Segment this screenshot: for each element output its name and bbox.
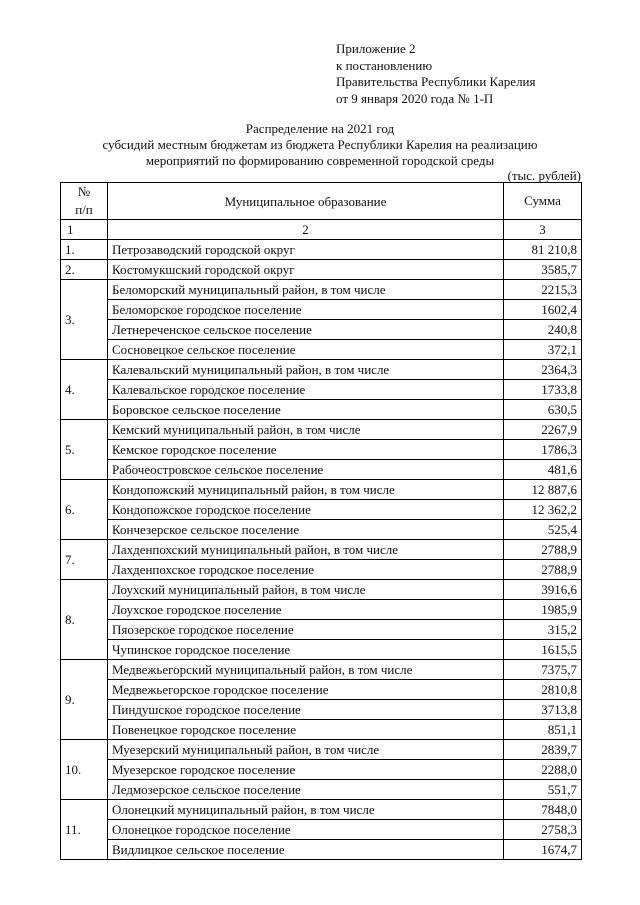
table-row bbox=[61, 560, 582, 580]
municipality-name: Кондопожское городское поселение bbox=[108, 500, 504, 520]
appendix-line: к постановлению bbox=[336, 57, 433, 73]
municipality-name: Лахденпохский муниципальный район, в том числе bbox=[108, 540, 504, 560]
municipality-name: Кемский муниципальный район, в том числе bbox=[108, 420, 504, 440]
subsidy-amount: 1602,4 bbox=[504, 300, 582, 320]
table-row bbox=[61, 360, 582, 380]
table-row bbox=[61, 820, 582, 840]
municipality-name: Кемское городское поселение bbox=[108, 440, 504, 460]
subsidy-amount: 1786,3 bbox=[504, 440, 582, 460]
title-line: субсидий местным бюджетам из бюджета Республики Карелия на реализацию bbox=[102, 137, 538, 152]
index-cell: 1 bbox=[61, 220, 108, 240]
subsidy-amount: 81 210,8 bbox=[504, 240, 582, 260]
subsidy-amount: 7375,7 bbox=[504, 660, 582, 680]
row-number: 8. bbox=[61, 580, 108, 660]
table-row bbox=[61, 400, 582, 420]
table-row bbox=[61, 320, 582, 340]
municipality-name: Видлицкое сельское поселение bbox=[108, 840, 504, 860]
subsidy-amount: 2839,7 bbox=[504, 740, 582, 760]
municipality-name: Беломорское городское поселение bbox=[108, 300, 504, 320]
index-cell: 2 bbox=[108, 220, 504, 240]
appendix-line: Приложение 2 bbox=[336, 41, 416, 56]
row-number: 11. bbox=[61, 800, 108, 860]
row-number: 9. bbox=[61, 660, 108, 740]
subsidy-amount: 7848,0 bbox=[504, 800, 582, 820]
table-row bbox=[61, 380, 582, 400]
municipality-name: Калевальское городское поселение bbox=[108, 380, 504, 400]
table-row bbox=[61, 260, 582, 280]
table-row bbox=[61, 240, 582, 260]
table-row bbox=[61, 700, 582, 720]
subsidy-amount: 1733,8 bbox=[504, 380, 582, 400]
table-row bbox=[61, 580, 582, 600]
appendix-line: Правительства Республики Карелия bbox=[336, 74, 536, 89]
header-num: № п/п bbox=[61, 183, 108, 220]
subsidy-amount: 3713,8 bbox=[504, 700, 582, 720]
municipality-name: Лахденпохское городское поселение bbox=[108, 560, 504, 580]
municipality-name: Летнереченское сельское поселение bbox=[108, 320, 504, 340]
row-number: 10. bbox=[61, 740, 108, 800]
row-number: 2. bbox=[61, 260, 108, 280]
municipality-name: Сосновецкое сельское поселение bbox=[108, 340, 504, 360]
unit-label: (тыс. рублей) bbox=[507, 168, 581, 183]
municipality-name: Повенецкое городское поселение bbox=[108, 720, 504, 740]
subsidy-amount: 3916,6 bbox=[504, 580, 582, 600]
table-row bbox=[61, 780, 582, 800]
subsidy-amount: 3585,7 bbox=[504, 260, 582, 280]
table-row bbox=[61, 720, 582, 740]
municipality-name: Олонецкое городское поселение bbox=[108, 820, 504, 840]
table-row bbox=[61, 460, 582, 480]
title-line: Распределение на 2021 год bbox=[245, 121, 395, 136]
row-number: 1. bbox=[61, 240, 108, 260]
subsidy-amount: 2215,3 bbox=[504, 280, 582, 300]
table-row bbox=[61, 660, 582, 680]
municipality-name: Рабочеостровское сельское поселение bbox=[108, 460, 504, 480]
table-row bbox=[61, 480, 582, 500]
municipality-name: Муезерское городское поселение bbox=[108, 760, 504, 780]
row-number: 5. bbox=[61, 420, 108, 480]
table-row bbox=[61, 520, 582, 540]
subsidy-amount: 2788,9 bbox=[504, 560, 582, 580]
document-title bbox=[60, 121, 580, 169]
subsidy-amount: 12 887,6 bbox=[504, 480, 582, 500]
header-name: Муниципальное образование bbox=[108, 183, 504, 220]
municipality-name: Лоухское городское поселение bbox=[108, 600, 504, 620]
row-number: 6. bbox=[61, 480, 108, 540]
subsidy-amount: 525,4 bbox=[504, 520, 582, 540]
table-row bbox=[61, 420, 582, 440]
table-header-row bbox=[61, 183, 582, 220]
table-row bbox=[61, 340, 582, 360]
subsidy-amount: 2267,9 bbox=[504, 420, 582, 440]
subsidy-amount: 851,1 bbox=[504, 720, 582, 740]
subsidy-amount: 240,8 bbox=[504, 320, 582, 340]
table-row bbox=[61, 640, 582, 660]
title-line: мероприятий по формированию современной городской среды bbox=[145, 153, 495, 168]
table-row bbox=[61, 740, 582, 760]
table-row bbox=[61, 540, 582, 560]
subsidy-amount: 2788,9 bbox=[504, 540, 582, 560]
subsidy-amount: 630,5 bbox=[504, 400, 582, 420]
municipality-name: Пиндушское городское поселение bbox=[108, 700, 504, 720]
municipality-name: Медвежьегорское городское поселение bbox=[108, 680, 504, 700]
municipality-name: Петрозаводский городской округ bbox=[108, 240, 504, 260]
subsidy-amount: 1615,5 bbox=[504, 640, 582, 660]
municipality-name: Муезерский муниципальный район, в том числе bbox=[108, 740, 504, 760]
municipality-name: Олонецкий муниципальный район, в том числе bbox=[108, 800, 504, 820]
subsidy-amount: 551,7 bbox=[504, 780, 582, 800]
subsidy-amount: 1985,9 bbox=[504, 600, 582, 620]
table-row bbox=[61, 280, 582, 300]
table-row bbox=[61, 620, 582, 640]
subsidy-amount: 2758,3 bbox=[504, 820, 582, 840]
table-row bbox=[61, 300, 582, 320]
municipality-name: Медвежьегорский муниципальный район, в том числе bbox=[108, 660, 504, 680]
table-row bbox=[61, 440, 582, 460]
municipality-name: Калевальский муниципальный район, в том числе bbox=[108, 360, 504, 380]
municipality-name: Пяозерское городское поселение bbox=[108, 620, 504, 640]
municipality-name: Кончезерское сельское поселение bbox=[108, 520, 504, 540]
subsidy-amount: 2364,3 bbox=[504, 360, 582, 380]
subsidy-amount: 315,2 bbox=[504, 620, 582, 640]
subsidy-amount: 481,6 bbox=[504, 460, 582, 480]
municipality-name: Боровское сельское поселение bbox=[108, 400, 504, 420]
table-row bbox=[61, 680, 582, 700]
subsidy-amount: 2810,8 bbox=[504, 680, 582, 700]
municipality-name: Чупинское городское поселение bbox=[108, 640, 504, 660]
subsidy-amount: 2288,0 bbox=[504, 760, 582, 780]
municipality-name: Ледмозерское сельское поселение bbox=[108, 780, 504, 800]
table-row bbox=[61, 500, 582, 520]
subsidy-amount: 12 362,2 bbox=[504, 500, 582, 520]
row-number: 3. bbox=[61, 280, 108, 360]
table-row bbox=[61, 840, 582, 860]
index-cell: 3 bbox=[504, 220, 582, 240]
municipality-name: Кондопожский муниципальный район, в том числе bbox=[108, 480, 504, 500]
table-row bbox=[61, 760, 582, 780]
appendix-line: от 9 января 2020 года № 1-П bbox=[336, 90, 494, 106]
subsidy-amount: 372,1 bbox=[504, 340, 582, 360]
allocation-table bbox=[60, 182, 582, 860]
municipality-name: Беломорский муниципальный район, в том числе bbox=[108, 280, 504, 300]
row-number: 4. bbox=[61, 360, 108, 420]
subsidy-amount: 1674,7 bbox=[504, 840, 582, 860]
table-row bbox=[61, 600, 582, 620]
municipality-name: Костомукшский городской округ bbox=[108, 260, 504, 280]
appendix-header bbox=[336, 41, 536, 107]
column-index-row bbox=[61, 220, 582, 240]
header-sum: Сумма bbox=[504, 183, 582, 220]
municipality-name: Лоухский муниципальный район, в том числе bbox=[108, 580, 504, 600]
table-row bbox=[61, 800, 582, 820]
row-number: 7. bbox=[61, 540, 108, 580]
